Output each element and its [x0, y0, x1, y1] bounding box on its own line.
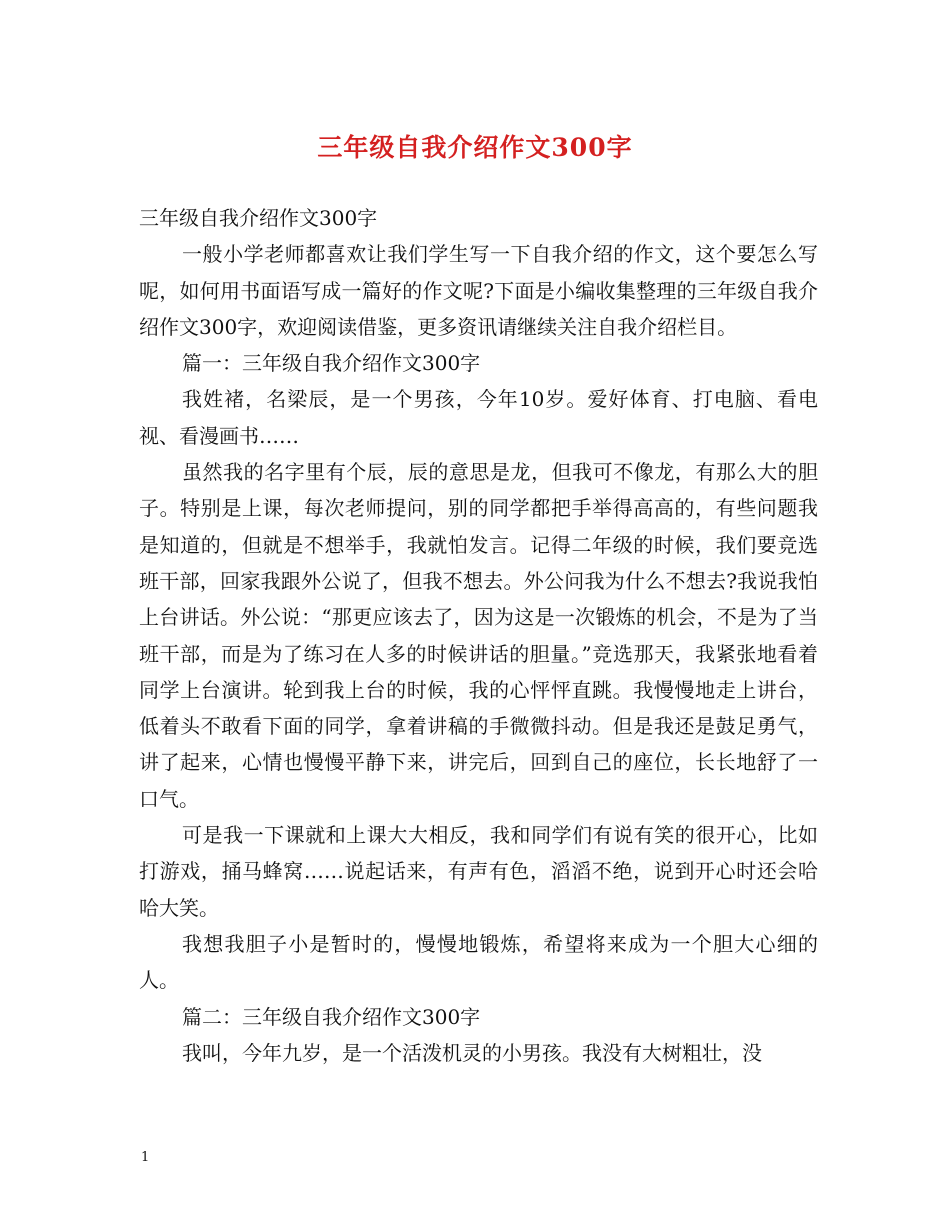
paragraph: 我想我胆子小是暂时的，慢慢地锻炼，希望将来成为一个胆大心细的人。 — [139, 931, 818, 993]
paragraph: 我叫，今年九岁，是一个活泼机灵的小男孩。我没有大树粗壮，没 — [182, 1040, 762, 1065]
section-heading-one: 篇一：三年级自我介绍作文300字 — [182, 351, 481, 376]
section-heading-two: 篇二：三年级自我介绍作文300字 — [182, 1004, 481, 1029]
document-body — [139, 200, 818, 1071]
paragraph-intro: 一般小学老师都喜欢让我们学生写一下自我介绍的作文，这个要怎么写呢，如何用书面语写成一篇好的作文呢?下面是小编收集整理的三年级自我介绍作文300字，欢迎阅读借鉴，更多资讯请继续关注自我介绍栏目。 — [139, 242, 818, 339]
paragraph: 我姓褚，名梁辰，是一个男孩，今年10岁。爱好体育、打电脑、看电视、看漫画书…… — [139, 387, 818, 448]
paragraph: 可是我一下课就和上课大大相反，我和同学们有说有笑的很开心，比如打游戏，捅马蜂窝……说起话来，有声有色，滔滔不绝，说到开心时还会哈哈大笑。 — [139, 823, 818, 920]
document-title: 三年级自我介绍作文300字 — [317, 133, 633, 162]
paragraph: 虽然我的名字里有个辰，辰的意思是龙，但我可不像龙，有那么大的胆子。特别是上课，每次老师提问，别的同学都把手举得高高的，有些问题我是知道的，但就是不想举手，我就怕发言。记得二年级的时候，我们要竞选班干部，回家我跟外公说了，但我不想去。外公问我为什么不想去?我说我怕上台讲话。外公说：“那更应该去了，因为这是一次锻炼的机会，不是为了当班干部，而是为了练习在人多的时候讲话的胆量。”竞选那天，我紧张地看着同学上台演讲。轮到我上台的时候，我的心怦怦直跳。我慢慢地走上讲台，低着头不敢看下面的同学，拿着讲稿的手微微抖动。但是我还是鼓足勇气，讲了起来，心情也慢慢平静下来，讲完后，回到自己的座位，长长地舒了一口气。 — [139, 460, 818, 811]
page-number: 1 — [141, 1150, 150, 1165]
paragraph-heading: 三年级自我介绍作文300字 — [139, 206, 378, 230]
